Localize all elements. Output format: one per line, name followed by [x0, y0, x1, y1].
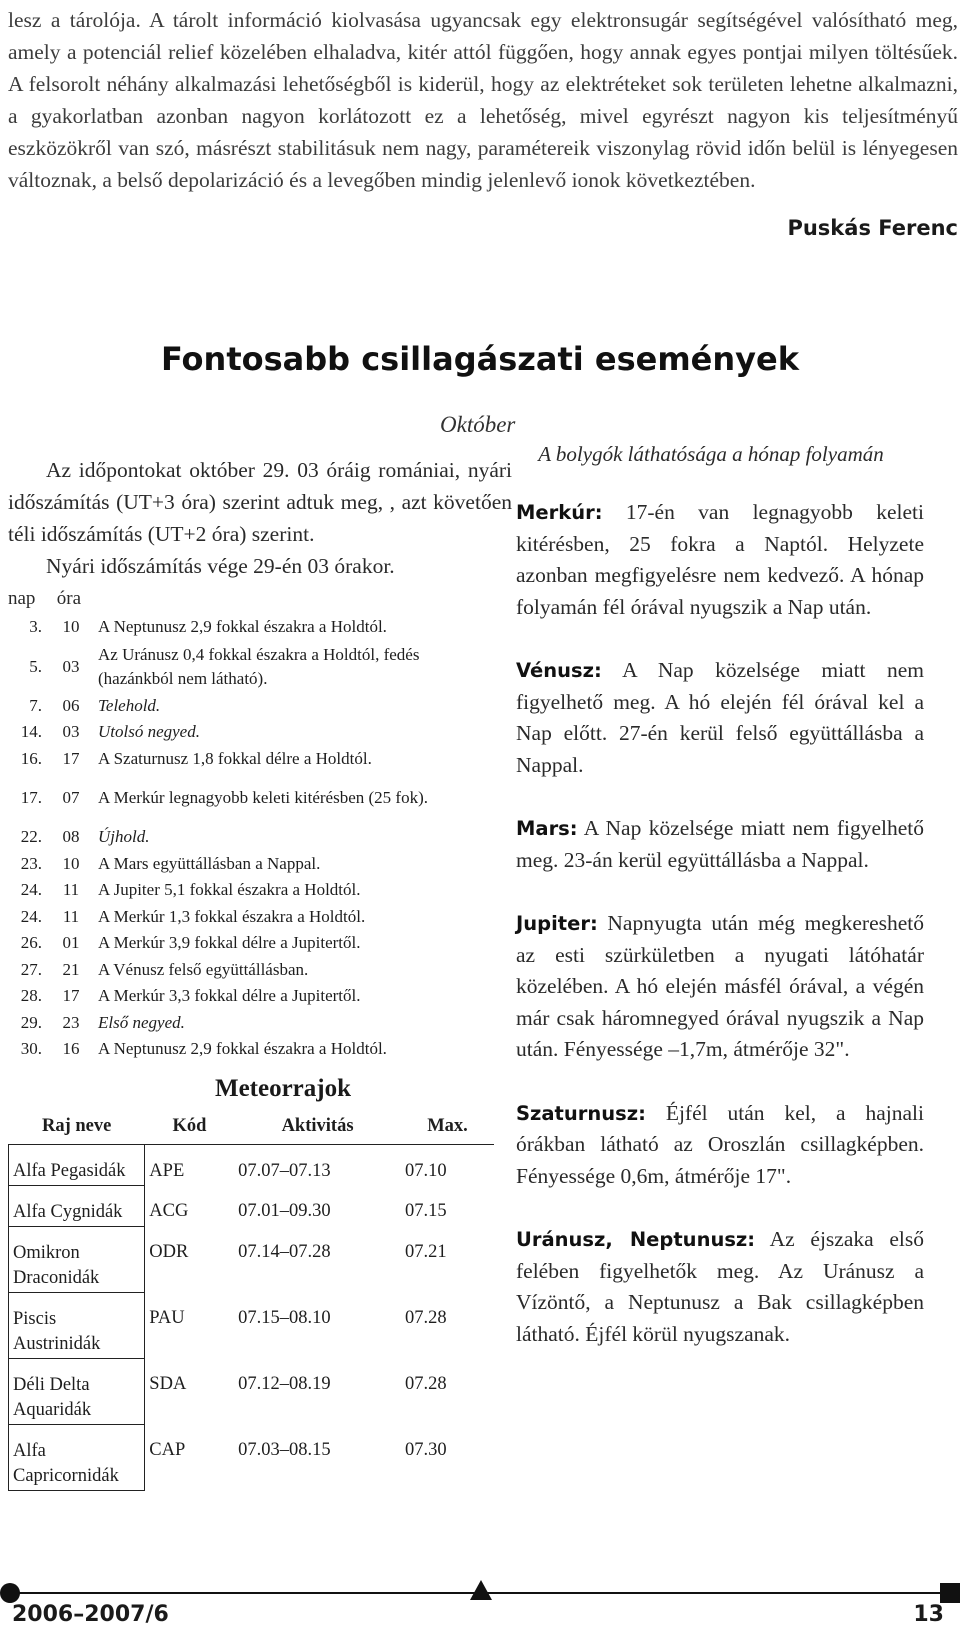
meteor-name: Piscis Austrinidák	[9, 1292, 145, 1358]
event-hour: 11	[62, 906, 80, 926]
event-text: A Merkúr legnagyobb keleti kitérésben (25 fok).	[98, 788, 428, 807]
meteor-activity: 07.01–09.30	[238, 1201, 331, 1221]
event-text: A Mars együttállásban a Nappal.	[98, 853, 321, 873]
square-icon	[940, 1583, 960, 1603]
event-day: 27.	[20, 959, 42, 979]
event-hour: 06	[62, 695, 80, 715]
event-hour: 08	[62, 827, 80, 847]
event-row	[8, 877, 512, 904]
event-row	[8, 746, 512, 773]
event-text: A Szaturnusz 1,8 fokkal délre a Holdtól.	[98, 748, 372, 768]
meteor-activity: 07.14–07.28	[238, 1242, 331, 1262]
planets-column	[516, 440, 924, 1350]
circle-icon	[0, 1583, 20, 1603]
meteor-max: 07.10	[405, 1160, 447, 1181]
time-notice	[8, 454, 512, 582]
meteor-table-header	[9, 1109, 495, 1145]
dst-end-notice: Nyári időszámítás vége 29-én 03 órakor.	[46, 554, 395, 578]
meteor-max: 07.15	[405, 1201, 447, 1221]
event-hour: 21	[62, 959, 80, 979]
event-row	[8, 904, 512, 931]
event-row	[8, 1036, 512, 1063]
event-hour: 23	[62, 1012, 80, 1032]
event-row	[8, 614, 512, 641]
meteor-activity: 07.15–08.10	[238, 1308, 331, 1328]
planet-entry	[516, 908, 924, 1066]
event-day: 17.	[20, 788, 42, 807]
meteor-activity: 07.12–08.19	[238, 1374, 331, 1394]
page-number: 13	[913, 1602, 944, 1627]
planet-name: Merkúr:	[516, 501, 603, 524]
meteor-row	[9, 1424, 495, 1490]
article-author: Puskás Ferenc	[787, 216, 958, 240]
meteor-col-code: Kód	[145, 1109, 234, 1145]
meteor-code: ODR	[149, 1242, 189, 1262]
meteor-activity: 07.07–07.13	[238, 1160, 331, 1181]
meteor-col-max: Max.	[401, 1109, 494, 1145]
page-footer	[0, 1572, 960, 1630]
event-row	[8, 851, 512, 878]
planet-text: A Nap közelsége miatt nem figyelhető meg. 23-án kerül együttállásba a Nappal.	[516, 816, 924, 872]
meteor-row	[9, 1144, 495, 1185]
meteor-max: 07.28	[405, 1374, 447, 1394]
event-row	[8, 719, 512, 746]
event-hour: 03	[62, 722, 80, 742]
event-day: 24.	[20, 906, 42, 926]
event-hour: 17	[62, 748, 80, 768]
meteor-activity: 07.03–08.15	[238, 1440, 331, 1460]
planet-name: Uránusz, Neptunusz:	[516, 1228, 756, 1251]
meteor-code: SDA	[149, 1374, 187, 1394]
event-row	[8, 983, 512, 1010]
meteor-name: Alfa Pegasidák	[9, 1144, 145, 1185]
event-row	[8, 641, 512, 693]
planet-text: A Nap közelsége miatt nem figyelhető meg. A hó elején fél órával kel a Nap előtt. 27-én kerül felső együttállásba a Nappal.	[516, 658, 924, 777]
planet-entry	[516, 497, 924, 623]
event-row	[8, 930, 512, 957]
event-day: 24.	[20, 880, 42, 900]
meteor-code: ACG	[149, 1201, 189, 1221]
event-day: 22.	[20, 827, 42, 847]
meteor-col-activity: Aktivitás	[234, 1109, 401, 1145]
event-row	[8, 772, 512, 824]
planet-text: Az éjszaka első felében figyelhetők meg. Az Uránusz a Vízöntő, a Neptunusz a Bak csillagképben látható. Éjfél körül nyugszanak.	[516, 1227, 924, 1346]
meteor-name: Déli Delta Aquaridák	[9, 1358, 145, 1424]
meteor-col-name: Raj neve	[9, 1109, 145, 1145]
meteor-table	[8, 1109, 494, 1491]
event-hour: 16	[62, 1039, 80, 1059]
event-text: Első negyed.	[98, 1012, 185, 1032]
triangle-icon	[470, 1580, 492, 1600]
event-hour: 01	[62, 933, 80, 953]
event-day: 29.	[20, 1012, 42, 1032]
event-text: A Vénusz felső együttállásban.	[98, 959, 309, 979]
event-day: 26.	[20, 933, 42, 953]
event-text: Az Uránusz 0,4 fokkal északra a Holdtól, fedés (hazánkból nem látható).	[98, 644, 420, 688]
meteor-name: Alfa Capricornidák	[9, 1424, 145, 1490]
meteor-code: APE	[149, 1160, 185, 1181]
event-text: Utolsó negyed.	[98, 722, 200, 742]
planet-entry	[516, 1098, 924, 1193]
planet-text: Éjfél után kel, a hajnali órákban látható az Oroszlán csillagképben. Fényessége 0,6m, átmérője 17".	[516, 1100, 924, 1188]
planets-title: A bolygók láthatósága a hónap folyamán	[538, 442, 884, 466]
event-row	[8, 824, 512, 851]
planet-name: Vénusz:	[516, 659, 602, 682]
events-header-hour: óra	[56, 588, 82, 609]
event-day: 28.	[20, 986, 42, 1006]
time-notice-text: Az időpontokat október 29. 03 óráig romániai, nyári időszámítás (UT+3 óra) szerint adtuk meg, , azt követően téli időszámítás (UT+2 óra) szerint.	[8, 458, 512, 546]
meteor-row	[9, 1292, 495, 1358]
meteor-row	[9, 1185, 495, 1226]
event-hour: 17	[62, 986, 80, 1006]
planet-text: 17-én van legnagyobb keleti kitérésben, 25 fokra a Naptól. Helyzete azonban megfigyelésre nem kedvező. A hónap folyamán fél órával nyugszik a Nap után.	[516, 500, 925, 619]
intro-paragraph: lesz a tárolója. A tárolt információ kiolvasása ugyancsak egy elektronsugár segítségével valósítható meg, amely a potenciál relief közelében elhaladva, kitér attól függően, hogy annak egyes pontjai milyen töltésűek. A felsorolt néhány alkalmazási lehetőségből is kiderül, hogy az elektréteket sok területen lehetne alkalmazni, a gyakorlatban azonban nagyon korlátozott ez a lehetőség, mivel egyrészt nagyon kis teljesítményű eszközökről van szó, másrészt stabilitásuk nem nagy, paramétereik viszonylag rövid időn belül is lényegesen változnak, a belső depolarizáció és a levegőben mindig jelenlevő ionok következtében.	[8, 8, 958, 192]
planet-entry	[516, 655, 924, 781]
planet-name: Szaturnusz:	[516, 1101, 646, 1125]
planet-name: Mars:	[516, 817, 578, 840]
meteor-max: 07.28	[405, 1308, 447, 1328]
event-text: A Neptunusz 2,9 fokkal északra a Holdtól.	[98, 617, 387, 637]
event-hour: 10	[62, 617, 80, 637]
event-day: 14.	[20, 722, 42, 742]
meteor-row	[9, 1226, 495, 1292]
event-text: A Merkúr 3,3 fokkal délre a Jupitertől.	[98, 986, 361, 1006]
meteor-max: 07.21	[405, 1242, 447, 1262]
event-row	[8, 693, 512, 720]
event-hour: 07	[62, 788, 80, 807]
meteor-code: CAP	[149, 1440, 186, 1460]
meteor-max: 07.30	[405, 1440, 447, 1460]
event-day: 7.	[29, 695, 42, 715]
planet-entry	[516, 1224, 924, 1350]
event-text: A Neptunusz 2,9 fokkal északra a Holdtól.	[98, 1039, 387, 1059]
event-day: 3.	[29, 617, 42, 637]
meteor-table-body	[9, 1144, 495, 1490]
month-label: Október	[440, 412, 516, 437]
event-day: 16.	[20, 748, 42, 768]
event-hour: 03	[62, 656, 80, 676]
event-text: A Merkúr 1,3 fokkal északra a Holdtól.	[98, 906, 366, 926]
issue-number: 2006–2007/6	[12, 1602, 169, 1627]
planet-entry	[516, 813, 924, 876]
events-column	[8, 454, 512, 1491]
events-header-day: nap	[8, 588, 36, 609]
meteor-code: PAU	[149, 1308, 185, 1328]
event-hour: 10	[62, 853, 80, 873]
section-title: Fontosabb csillagászati események	[160, 340, 799, 378]
meteor-row	[9, 1358, 495, 1424]
event-text: A Jupiter 5,1 fokkal északra a Holdtól.	[98, 880, 361, 900]
meteor-name: Alfa Cygnidák	[9, 1185, 145, 1226]
event-day: 23.	[20, 853, 42, 873]
events-list	[8, 614, 512, 1063]
event-day: 5.	[29, 656, 42, 676]
event-text: Telehold.	[98, 695, 161, 715]
event-row	[8, 957, 512, 984]
meteor-name: Omikron Draconidák	[9, 1226, 145, 1292]
event-day: 30.	[20, 1039, 42, 1059]
event-row	[8, 1010, 512, 1037]
event-text: Újhold.	[98, 827, 150, 847]
event-text: A Merkúr 3,9 fokkal délre a Jupitertől.	[98, 933, 361, 953]
planet-list	[516, 497, 924, 1350]
meteor-title: Meteorrajok	[214, 1074, 352, 1102]
events-header	[8, 588, 512, 610]
event-hour: 11	[62, 880, 80, 900]
planet-text: Napnyugta után még megkereshető az esti szürkületben a nyugati látóhatár közelében. A hó elején másfél órával, a végén már csak háromnegyed órával nyugszik a Nap után. Fényessége –1,7m, átmérője 32".	[516, 911, 925, 1061]
planet-name: Jupiter:	[516, 912, 598, 935]
